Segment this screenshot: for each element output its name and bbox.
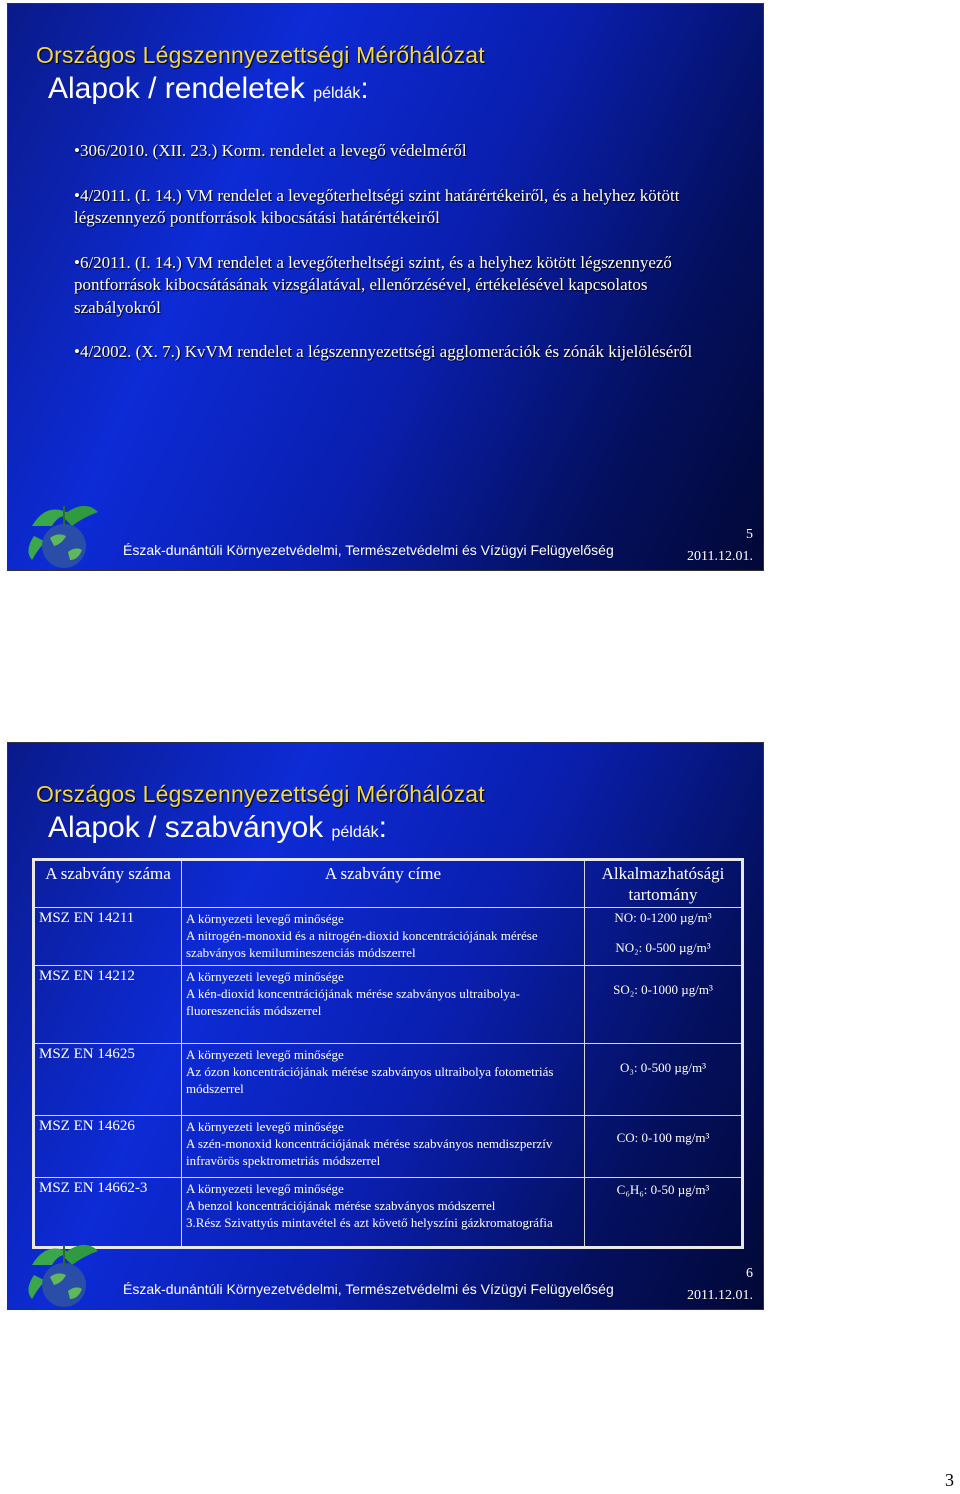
- standard-title: [182, 908, 585, 966]
- slide-number: 5: [746, 527, 753, 542]
- standards-table: [32, 858, 744, 1249]
- document-page-number: 3: [945, 1470, 954, 1490]
- table-row: [34, 966, 743, 1044]
- slide-5: [7, 3, 764, 571]
- title-line: A benzol koncentrációjának mérése szabványos módszerrel: [186, 1198, 496, 1213]
- slide-org-title: Országos Légszennyezettségi Mérőhálózat: [36, 781, 485, 807]
- title-line: A környezeti levegő minősége: [186, 1047, 344, 1062]
- title-line: A környezeti levegő minősége: [186, 969, 344, 984]
- title-line: A kén-dioxid koncentrációjának mérése szabványos ultraibolya-fluoreszenciás módszerrel: [186, 986, 520, 1018]
- subtitle-main: Alapok / szabványok: [48, 811, 324, 844]
- range-cell: [585, 1116, 743, 1178]
- range-value: NO₂: 0-500 µg/m³: [615, 940, 711, 955]
- standard-number: MSZ EN 14625: [34, 1044, 182, 1116]
- list-item: •6/2011. (I. 14.) VM rendelet a levegőterheltségi szint, és a helyhez kötött légszennyező pontforrások kibocsátásának vizsgálatával, ellenőrzésével, értékelésével kapcsolatos szabályokról: [74, 252, 672, 317]
- agency-logo: [22, 496, 102, 571]
- title-line: A nitrogén-monoxid és a nitrogén-dioxid koncentrációjának mérése szabványos kemilumineszenciás módszerrel: [186, 928, 538, 960]
- table-row: [34, 908, 743, 966]
- slide-footer: Észak-dunántúli Környezetvédelmi, Természetvédelmi és Vízügyi Felügyelőség: [123, 1281, 614, 1297]
- range-value: C₆H₆: 0-50 µg/m³: [616, 1182, 710, 1197]
- range-value: O₃: 0-500 µg/m³: [620, 1060, 706, 1075]
- slide-org-title: Országos Légszennyezettségi Mérőhálózat: [36, 42, 485, 68]
- range-cell: [585, 908, 743, 966]
- title-line: 3.Rész Szivattyús mintavétel és azt követő helyszíni gázkromatográfia: [186, 1215, 553, 1230]
- subtitle-colon: :: [360, 72, 369, 105]
- range-cell: [585, 1178, 743, 1248]
- range-value: NO: 0-1200 µg/m³: [614, 910, 712, 925]
- standard-number: MSZ EN 14662-3: [34, 1178, 182, 1248]
- list-item: •306/2010. (XII. 23.) Korm. rendelet a levegő védelméről: [74, 141, 467, 160]
- title-line: A környezeti levegő minősége: [186, 911, 344, 926]
- slide-subtitle: [48, 72, 369, 106]
- table-row: [34, 1044, 743, 1116]
- subtitle-colon: :: [378, 811, 387, 844]
- list-item: •4/2002. (X. 7.) KvVM rendelet a légszennyezettségi agglomerációk és zónák kijelöléséről: [74, 342, 693, 361]
- slide-6: [7, 742, 764, 1310]
- table-row: [34, 1116, 743, 1178]
- slide-footer: Észak-dunántúli Környezetvédelmi, Természetvédelmi és Vízügyi Felügyelőség: [123, 542, 614, 558]
- column-header: A szabvány címe: [182, 860, 585, 908]
- standard-number: MSZ EN 14211: [34, 908, 182, 966]
- table-row: [34, 1178, 743, 1248]
- slide-number: 6: [746, 1266, 753, 1281]
- title-line: A környezeti levegő minősége: [186, 1181, 344, 1196]
- slide-date: 2011.12.01.: [687, 549, 753, 564]
- table-header-row: [34, 860, 743, 908]
- agency-logo: [22, 1235, 102, 1310]
- column-header: A szabvány száma: [34, 860, 182, 908]
- subtitle-main: Alapok / rendeletek: [48, 72, 305, 105]
- title-line: Az ózon koncentrációjának mérése szabványos ultraibolya fotometriás módszerrel: [186, 1064, 554, 1096]
- subtitle-small: példák: [331, 824, 379, 841]
- slide-subtitle: [48, 811, 387, 845]
- list-item: •4/2011. (I. 14.) VM rendelet a levegőterheltségi szint határértékeiről, és a helyhez kötött légszennyező pontforrások kibocsátási határértékeiről: [74, 185, 680, 227]
- standard-title: [182, 1044, 585, 1116]
- standard-number: MSZ EN 14626: [34, 1116, 182, 1178]
- standard-title: [182, 966, 585, 1044]
- range-value: SO₂: 0-1000 µg/m³: [613, 982, 713, 997]
- subtitle-small: példák: [313, 85, 361, 102]
- range-value: CO: 0-100 mg/m³: [616, 1130, 710, 1145]
- range-cell: [585, 1044, 743, 1116]
- slide-date: 2011.12.01.: [687, 1288, 753, 1303]
- column-header: Alkalmazhatósági tartomány: [585, 860, 743, 908]
- title-line: A szén-monoxid koncentrációjának mérése szabványos nemdiszperzív infravörös spektrometriás módszerrel: [186, 1136, 553, 1168]
- standard-title: [182, 1116, 585, 1178]
- standard-title: [182, 1178, 585, 1248]
- standard-number: MSZ EN 14212: [34, 966, 182, 1044]
- regulation-list: [74, 140, 714, 386]
- title-line: A környezeti levegő minősége: [186, 1119, 344, 1134]
- range-cell: [585, 966, 743, 1044]
